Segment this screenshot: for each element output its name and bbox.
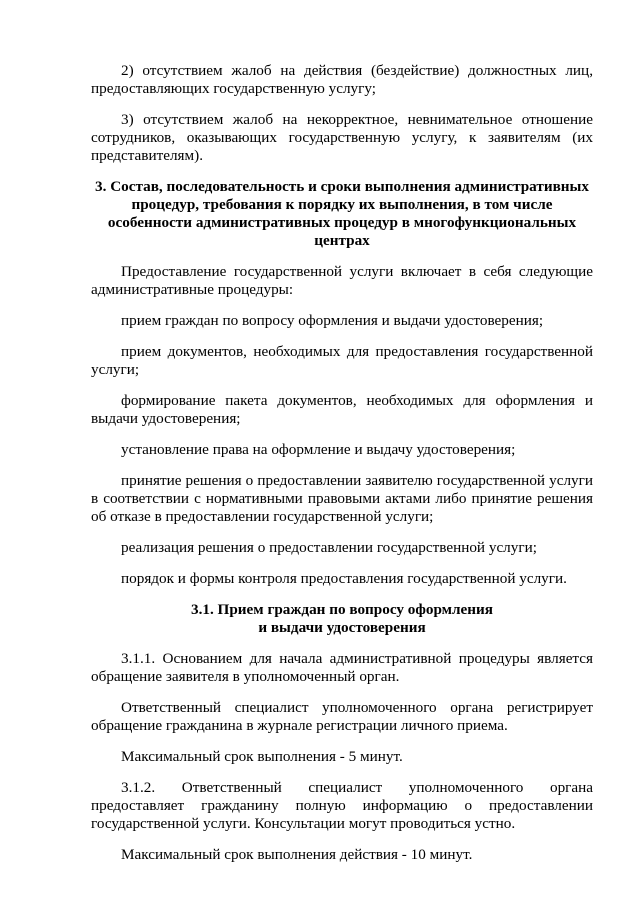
section-3-1-wrapper — [91, 601, 593, 637]
clause-3-1-1-paragraph: 3.1.1. Основанием для начала административной процедуры является обращение заявителя в уполномоченный орган. — [91, 650, 593, 685]
procedure-list-item: прием граждан по вопросу оформления и выдачи удостоверения; — [121, 312, 544, 329]
procedure-list-item: установление права на оформление и выдачу удостоверения; — [121, 441, 516, 458]
registration-paragraph: Ответственный специалист уполномоченного органа регистрирует обращение гражданина в журнале регистрации личного приема. — [91, 699, 593, 734]
procedure-list-item: прием документов, необходимых для предоставления государственной услуги; — [91, 343, 593, 378]
section-3-heading-line: 3. Состав, последовательность и сроки выполнения административных — [95, 178, 589, 195]
section-3-heading-line: центрах — [314, 232, 370, 249]
paragraph-item-2: 2) отсутствием жалоб на действия (бездействие) должностных лиц, предоставляющих государственную услугу; — [91, 62, 593, 97]
section-3-heading-line: процедур, требования к порядку их выполнения, в том числе — [131, 196, 553, 213]
document-body — [91, 62, 593, 877]
max-duration-paragraph: Максимальный срок выполнения действия - 10 минут. — [121, 846, 473, 863]
section-3-heading — [91, 178, 593, 250]
section-3-intro-paragraph: Предоставление государственной услуги включает в себя следующие административные процедуры: — [91, 263, 593, 298]
section-3-heading-line: особенности административных процедур в многофункциональных — [107, 214, 577, 231]
paragraph-item-3: 3) отсутствием жалоб на некорректное, невнимательное отношение сотрудников, оказывающих государственную услугу, к заявителям (их представителям). — [91, 111, 593, 164]
section-3-1-heading-line: и выдачи удостоверения — [258, 619, 426, 636]
section-3-1-heading-line: 3.1. Прием граждан по вопросу оформления — [190, 601, 494, 618]
procedure-list-item: принятие решения о предоставлении заявителю государственной услуги в соответствии с нормативными правовыми актами либо принятие решения об отказе в предоставлении государственной услуги; — [91, 472, 593, 525]
section-3-1-heading — [91, 601, 593, 637]
procedure-list-item: формирование пакета документов, необходимых для оформления и выдачи удостоверения; — [91, 392, 593, 427]
max-duration-paragraph: Максимальный срок выполнения - 5 минут. — [121, 748, 403, 765]
procedure-list-item: реализация решения о предоставлении государственной услуги; — [121, 539, 537, 556]
clause-3-1-2-paragraph: 3.1.2. Ответственный специалист уполномоченного органа предоставляет гражданину полную информацию о предоставлении государственной услуги. Консультации могут проводиться устно. — [91, 779, 593, 832]
procedure-list-item: порядок и формы контроля предоставления государственной услуги. — [121, 570, 567, 587]
